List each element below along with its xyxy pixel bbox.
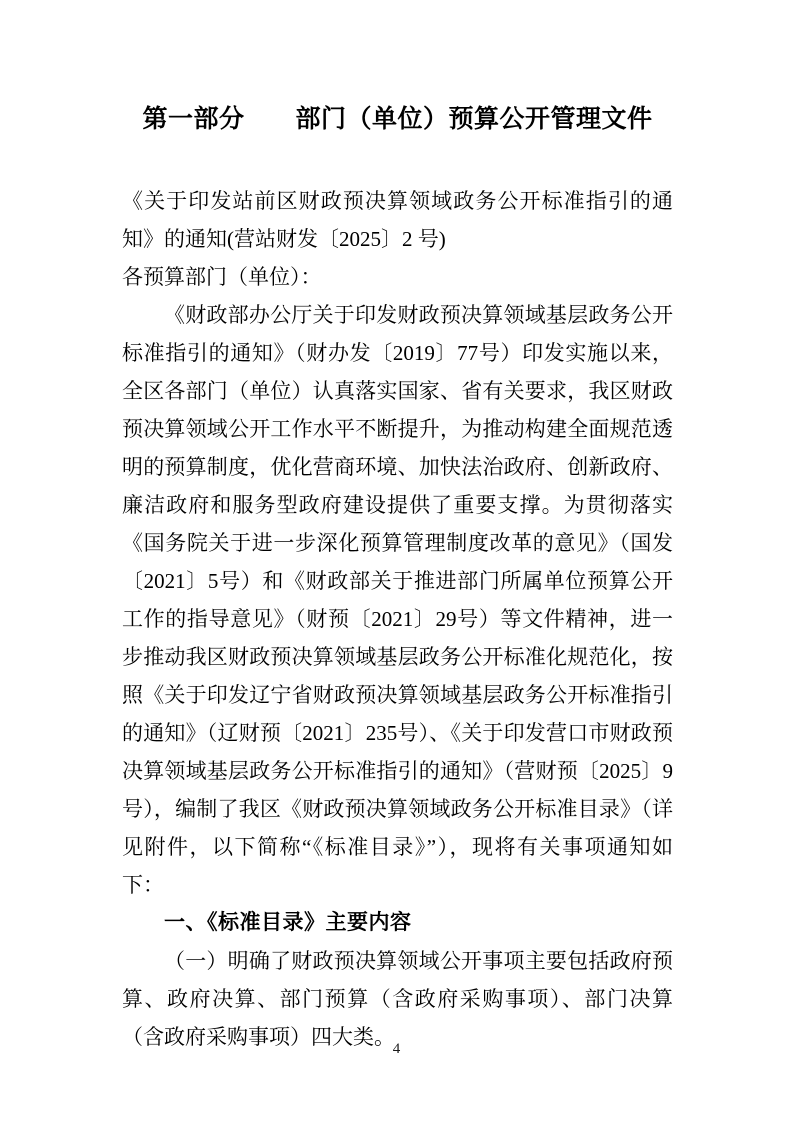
document-title: 第一部分 部门（单位）预算公开管理文件: [142, 106, 653, 133]
section-heading: 一、《标准目录》主要内容: [164, 911, 412, 934]
notice-title-paragraph: 《关于印发站前区财政预决算领域政务公开标准指引的通知》的通知(营站财发〔2025〕2 号): [122, 189, 673, 251]
document-body: [122, 182, 673, 1056]
main-body-paragraph: 《财政部办公厅关于印发财政预决算领域基层政务公开标准指引的通知》（财办发〔2019〕77号）印发实施以来，全区各部门（单位）认真落实国家、省有关要求，我区财政预决算领域公开工作水平不断提升，为推动构建全面规范透明的预算制度，优化营商环境、加快法治政府、创新政府、廉洁政府和服务型政府建设提供了重要支撑。为贯彻落实《国务院关于进一步深化预算管理制度改革的意见》（国发〔2021〕5号）和《财政部关于推进部门所属单位预算公开工作的指导意见》（财预〔2021〕29号）等文件精神，进一步推动我区财政预决算领域基层政务公开标准化规范化，按照《关于印发辽宁省财政预决算领域基层政务公开标准指引的通知》（辽财预〔2021〕235号）、《关于印发营口市财政预决算领域基层政务公开标准指引的通知》（营财预〔2025〕9号），编制了我区《财政预决算领域政务公开标准目录》（详见附件，以下简称“《标准目录》”），现将有关事项通知如下：: [122, 303, 673, 897]
item-one-paragraph: （一）明确了财政预决算领域公开事项主要包括政府预算、政府决算、部门预算（含政府采购事项）、部门决算（含政府采购事项）四大类。: [122, 949, 673, 1049]
salutation-paragraph: 各预算部门（单位）：: [122, 265, 322, 289]
page-number: 4: [392, 1041, 401, 1057]
